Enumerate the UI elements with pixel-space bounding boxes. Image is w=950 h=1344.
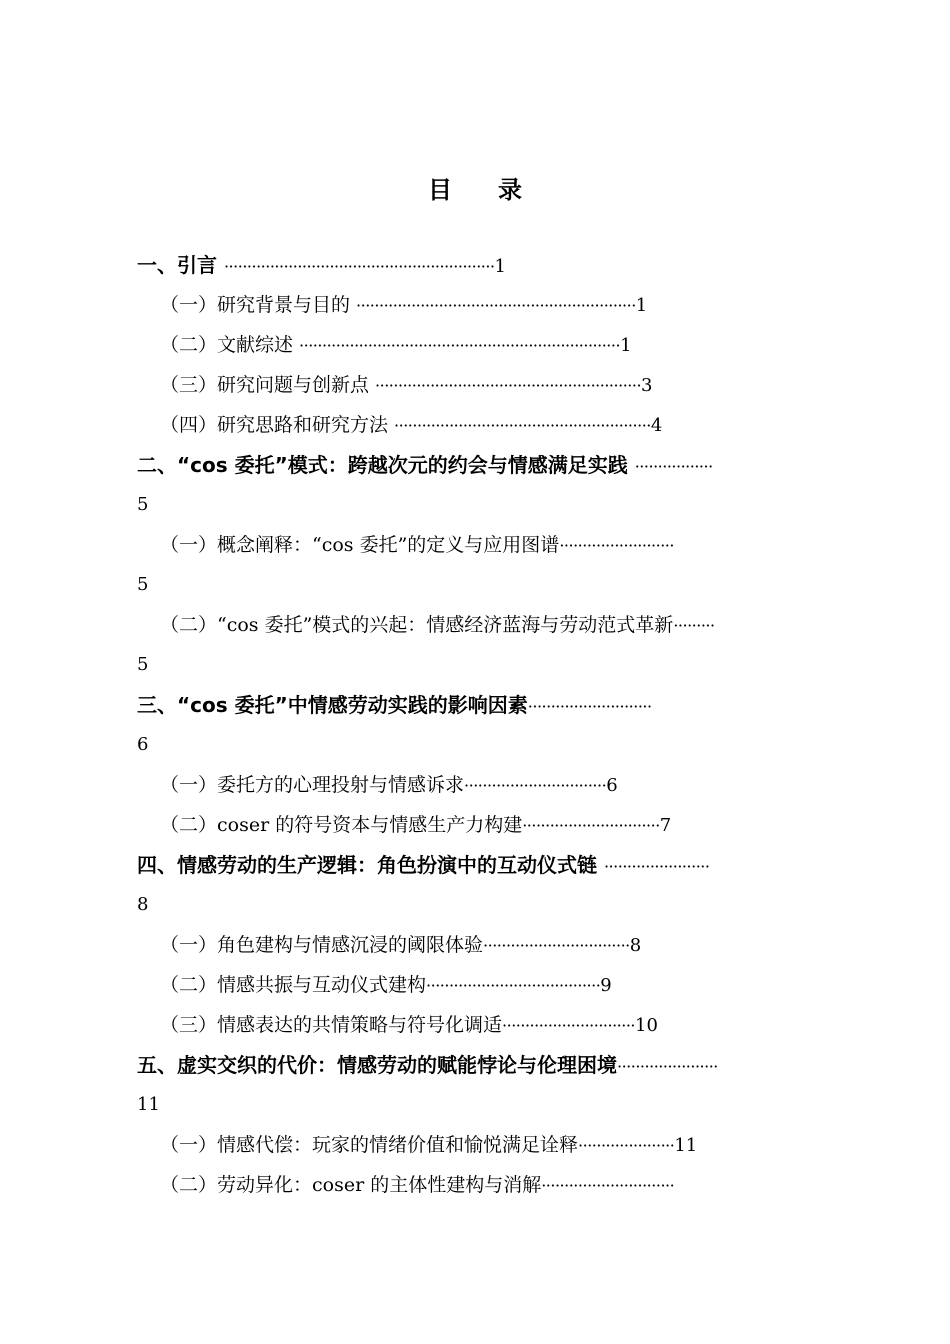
toc-leader-dots: ······························· [464, 776, 607, 795]
toc-leader-dots: ··························································· [223, 257, 495, 276]
toc-page-number: 11 [674, 1135, 698, 1156]
toc-page-number: 3 [641, 375, 653, 396]
toc-leader-dots: ····························· [502, 1016, 636, 1035]
toc-entry[interactable] [137, 1010, 850, 1040]
toc-entry[interactable] [137, 1050, 850, 1080]
toc-entry-text: 三、“cos 委托”中情感劳动实践的影响因素 [137, 693, 528, 717]
toc-entry-text: 四、情感劳动的生产逻辑：角色扮演中的互动仪式链 [137, 853, 604, 877]
toc-entry-text: （一）委托方的心理投射与情感诉求 [160, 774, 465, 796]
toc-leader-dots: ······················ [617, 1057, 718, 1076]
toc-entry[interactable] [137, 250, 850, 280]
toc-page-number: 6 [606, 775, 618, 796]
toc-entry-text: （三）研究问题与创新点 [160, 374, 376, 396]
toc-leader-dots: ························································ [394, 416, 651, 435]
toc-leader-dots: ······························ [522, 816, 660, 835]
toc-page-number: 11 [137, 1094, 160, 1115]
toc-leader-dots: ·························································· [375, 376, 642, 395]
toc-title [0, 170, 950, 205]
toc-leader-dots: ····················· [578, 1136, 675, 1155]
toc-entry-text: （一）研究背景与目的 [160, 294, 357, 316]
toc-entry-text: （二）情感共振与互动仪式建构 [160, 974, 427, 996]
toc-entry[interactable] [137, 770, 850, 800]
toc-leader-dots: ························· [559, 536, 674, 555]
toc-entry-text: 五、虚实交织的代价：情感劳动的赋能悖论与伦理困境 [137, 1053, 617, 1077]
toc-entry-text: （一）概念阐释：“cos 委托”的定义与应用图谱 [160, 534, 560, 556]
toc-entry[interactable] [137, 530, 850, 560]
toc-page-number: 4 [650, 415, 663, 436]
toc-leader-dots: ······································ [426, 976, 601, 995]
toc-page-number: 1 [620, 335, 632, 356]
toc-entry[interactable] [137, 690, 850, 720]
toc-leader-dots: ······································································ [299, 336, 621, 355]
toc-entry-text: 二、“cos 委托”模式：跨越次元的约会与情感满足实践 [137, 453, 635, 477]
toc-entry[interactable] [137, 930, 850, 960]
toc-page-number: 7 [659, 815, 672, 836]
toc-page-number: 1 [635, 295, 648, 316]
toc-page-number: 6 [137, 734, 149, 755]
toc-entry[interactable] [137, 810, 850, 840]
toc-entry-text: （二）“cos 委托”模式的兴起：情感经济蓝海与劳动范式革新 [160, 614, 674, 636]
toc-entry-text: （二）劳动异化：coser 的主体性建构与消解 [160, 1174, 542, 1196]
toc-entry-text: （一）角色建构与情感沉浸的阈限体验 [160, 934, 484, 956]
toc-entry[interactable] [137, 330, 850, 360]
toc-leader-dots: ········· [673, 616, 715, 635]
toc-leader-dots: ······················· [603, 857, 710, 876]
toc-page-number: 5 [137, 574, 149, 595]
toc-leader-dots: ················· [634, 457, 713, 476]
toc-page-number: 1 [494, 256, 506, 277]
toc-leader-dots: ································ [483, 936, 630, 955]
toc-page-number: 10 [635, 1015, 658, 1036]
toc-page-number: 5 [137, 494, 149, 515]
toc-entry-text: 一、引言 [137, 253, 224, 277]
toc-leader-dots: ····························· [541, 1176, 675, 1195]
toc-title-left: 目 [428, 176, 452, 204]
toc-entry[interactable] [137, 1170, 850, 1200]
toc-entry-text: （二）文献综述 [160, 334, 300, 356]
toc-entry[interactable] [137, 970, 850, 1000]
toc-entry[interactable] [137, 410, 850, 440]
toc-page-number: 8 [137, 894, 149, 915]
toc-entry-text: （一）情感代偿：玩家的情绪价值和愉悦满足诠释 [160, 1134, 579, 1156]
toc-page-number: 8 [629, 935, 642, 956]
toc-entry[interactable] [137, 610, 850, 640]
toc-title-right: 录 [498, 176, 522, 204]
toc-entry[interactable] [137, 850, 850, 880]
toc-entry[interactable] [137, 370, 850, 400]
toc-page-number: 5 [137, 654, 149, 675]
toc-entry[interactable] [137, 1130, 850, 1160]
toc-leader-dots: ····························································· [356, 296, 636, 315]
toc-entry-text: （四）研究思路和研究方法 [160, 414, 395, 436]
toc-page-number: 9 [600, 975, 612, 996]
toc-entry-text: （二）coser 的符号资本与情感生产力构建 [160, 814, 523, 836]
toc-entry[interactable] [137, 290, 850, 320]
toc-entry[interactable] [137, 450, 850, 480]
toc-leader-dots: ··························· [527, 697, 652, 716]
toc-entry-text: （三）情感表达的共情策略与符号化调适 [160, 1014, 503, 1036]
